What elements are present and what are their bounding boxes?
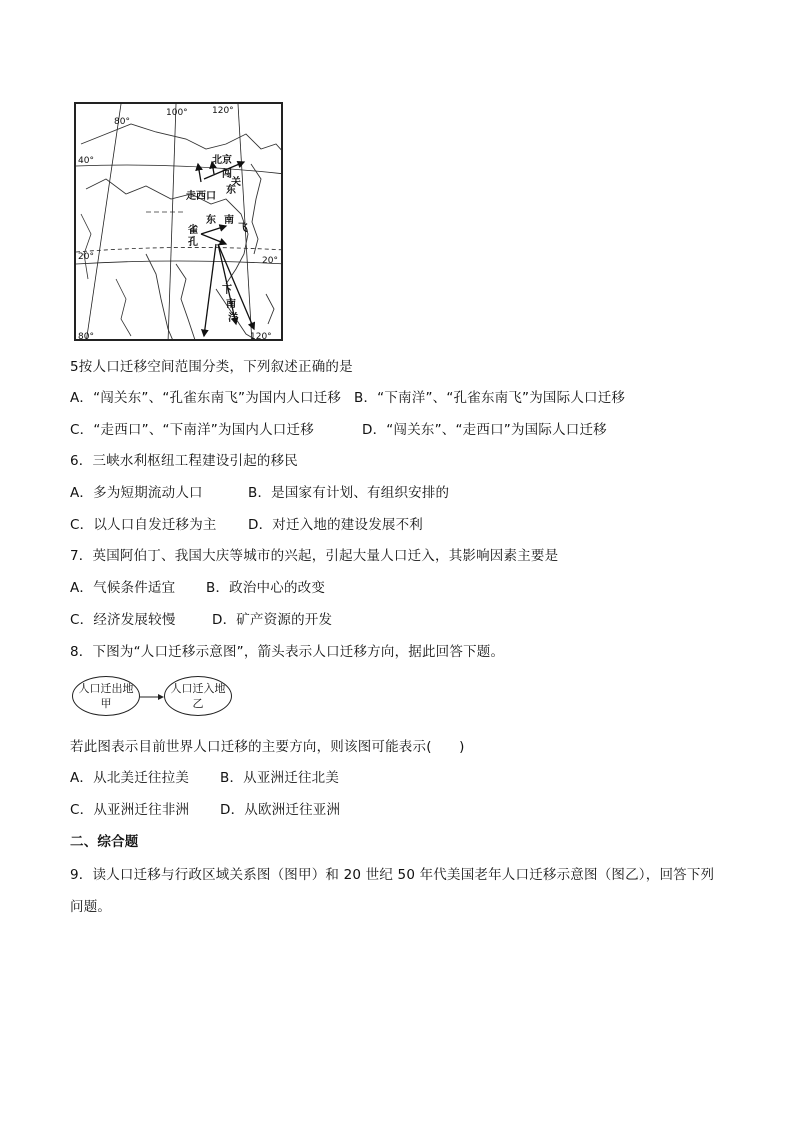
q8-stem: 8．下图为“人口迁移示意图”，箭头表示人口迁移方向，据此回答下题。: [70, 644, 505, 660]
q6-options-row1: [70, 484, 449, 502]
lon-label-120: 120°: [212, 106, 234, 116]
origin-ellipse: [72, 676, 140, 716]
q8-option-c: C．从亚洲迁往非洲: [70, 802, 190, 818]
q6-option-c: C．以人口自发迁移为主: [70, 517, 217, 533]
q8-option-d: D．从欧洲迁往亚洲: [220, 802, 341, 818]
label-nan: 南: [226, 299, 236, 310]
label-kongque-dong: 东: [206, 215, 216, 226]
q6-stem: 6．三峡水利枢纽工程建设引起的移民: [70, 453, 298, 469]
q9-line2: 问题。: [70, 899, 112, 915]
label-chuang: 闯: [222, 169, 232, 180]
destination-ellipse: [164, 676, 232, 716]
lat-label-20-west: 20°: [78, 252, 94, 262]
q8-options-row1: [70, 769, 339, 787]
q5-options-row1: [70, 389, 625, 407]
q8-sub-question: 若此图表示目前世界人口迁移的主要方向，则该图可能表示( ): [70, 739, 465, 755]
lon-label-80: 80°: [114, 117, 130, 127]
q5-option-d: D．“闯关东”、“走西口”为国际人口迁移: [362, 422, 607, 438]
label-kongque-que: 雀: [188, 225, 198, 236]
bottom-label-80: 80°: [78, 332, 94, 341]
label-yang: 洋: [228, 313, 238, 324]
migration-map: [74, 102, 283, 341]
bottom-label-120: 120°: [250, 332, 272, 341]
q5-option-a: A．“闯关东”、“孔雀东南飞”为国内人口迁移: [70, 390, 342, 406]
label-kongque-kong: 孔: [188, 237, 198, 248]
q6-options-row2: [70, 516, 423, 534]
section-heading: 二、综合题: [70, 834, 139, 850]
migration-flow-diagram: [72, 676, 232, 718]
q7-option-d: D．矿产资源的开发: [212, 612, 333, 628]
q8-option-b: B．从亚洲迁往北美: [220, 770, 340, 786]
q5-stem: 5按人口迁移空间范围分类，下列叙述正确的是: [70, 359, 353, 375]
q7-stem: 7．英国阿伯丁、我国大庆等城市的兴起，引起大量人口迁入，其影响因素主要是: [70, 548, 559, 564]
q5-option-b: B．“下南洋”、“孔雀东南飞”为国际人口迁移: [354, 390, 626, 406]
q5-options-row2: [70, 421, 607, 439]
destination-label: 人口迁入地: [170, 682, 226, 695]
label-beijing: 北京: [212, 155, 232, 166]
label-zouxikou: 走西口: [186, 191, 216, 202]
map-drawing: [76, 104, 283, 341]
q7-options-row1: [70, 579, 325, 597]
flow-arrow-icon: [140, 694, 164, 700]
q8-options-row2: [70, 801, 340, 819]
origin-label: 人口迁出地: [78, 682, 134, 695]
q6-option-b: B．是国家有计划、有组织安排的: [248, 485, 450, 501]
lon-label-100: 100°: [166, 108, 188, 118]
q5-option-c: C．“走西口”、“下南洋”为国内人口迁移: [70, 422, 314, 438]
origin-name: 甲: [100, 697, 112, 710]
label-dong-northeast: 东: [226, 185, 236, 196]
lat-label-20-east: 20°: [262, 256, 278, 266]
q7-option-c: C．经济发展较慢: [70, 612, 176, 628]
label-kongque-fei: 飞: [238, 223, 248, 234]
label-guan: 关: [231, 177, 241, 188]
q7-option-b: B．政治中心的改变: [206, 580, 326, 596]
q9-line1: 9．读人口迁移与行政区域关系图（图甲）和 20 世纪 50 年代美国老年人口迁移示意图（图乙），回答下列: [70, 867, 715, 883]
q7-options-row2: [70, 611, 332, 629]
q6-option-d: D．对迁入地的建设发展不利: [248, 517, 423, 533]
label-kongque-nan: 南: [224, 215, 234, 226]
destination-name: 乙: [192, 697, 204, 710]
label-xia: 下: [222, 285, 232, 296]
lat-label-40: 40°: [78, 156, 94, 166]
q6-option-a: A．多为短期流动人口: [70, 485, 203, 501]
q7-option-a: A．气候条件适宜: [70, 580, 176, 596]
q8-option-a: A．从北美迁往拉美: [70, 770, 190, 786]
